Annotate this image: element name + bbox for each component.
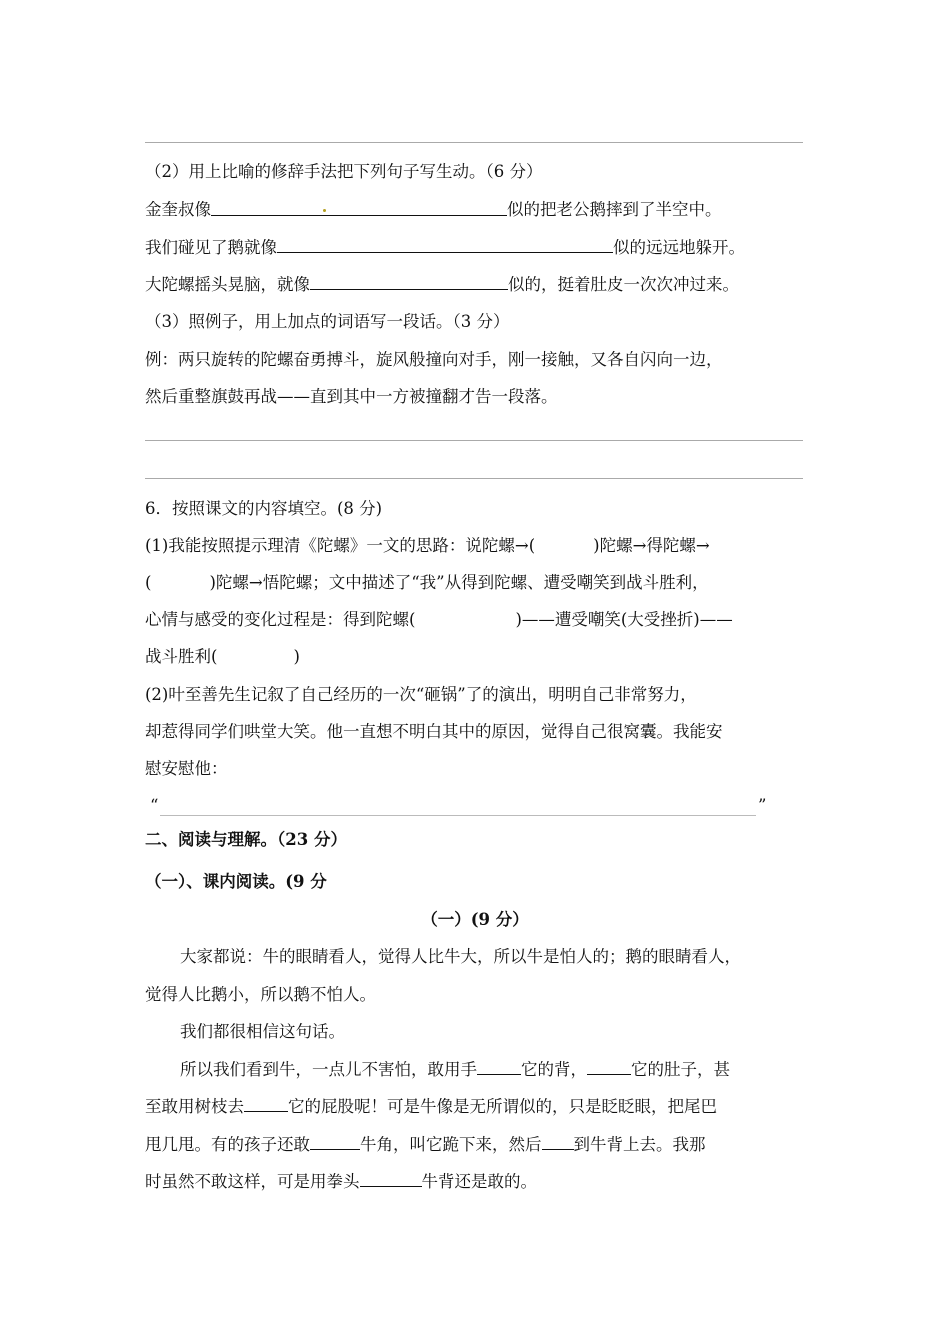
passage-line: 觉得人比鹅小，所以鹅不怕人。 — [145, 985, 376, 1004]
dot-mark-icon — [323, 209, 326, 212]
subsection-heading: （一）、课内阅读。(9 分 — [145, 872, 327, 891]
passage-title: （一）(9 分） — [421, 910, 529, 929]
simile-sentence-3: 大陀螺摇头晃脑，就像 似的，挺着肚皮一次次冲过来。 — [145, 275, 739, 294]
q6-p2-line-1: (2)叶至善先生记叙了自己经历的一次“砸锅”了的演出，明明自己非常努力， — [145, 685, 697, 704]
answer-line[interactable] — [145, 478, 803, 479]
passage-line: 时虽然不敢这样，可是用拳头 牛背还是敢的。 — [145, 1172, 537, 1191]
q6-p2-line-3: 慰安慰他： — [145, 759, 228, 778]
example-line-1: 例：两只旋转的陀螺奋勇搏斗，旋风般撞向对手，刚一接触，又各自闪向一边， — [145, 350, 723, 369]
passage-line: 至敢用树枝去 它的屁股呢！可是牛像是无所谓似的，只是眨眨眼，把尾巴 — [145, 1097, 717, 1116]
section-heading: 二、阅读与理解。（23 分） — [145, 830, 347, 849]
passage-line: 大家都说：牛的眼睛看人，觉得人比牛大，所以牛是怕人的；鹅的眼睛看人， — [180, 947, 741, 966]
answer-line — [145, 142, 803, 143]
q6-p2-line-2: 却惹得同学们哄堂大笑。他一直想不明白其中的原因，觉得自己很窝囊。我能安 — [145, 722, 723, 741]
q6-heading: 6．按照课文的内容填空。(8 分) — [145, 499, 383, 518]
fill-blank[interactable] — [477, 1058, 521, 1075]
answer-line[interactable] — [160, 815, 756, 816]
quote-close: ” — [758, 796, 767, 815]
passage-line: 所以我们看到牛，一点儿不害怕，敢用手 它的背， 它的肚子，甚 — [180, 1060, 730, 1079]
fill-blank[interactable] — [244, 1095, 288, 1112]
example-line-2: 然后重整旗鼓再战——直到其中一方被撞翻才告一段落。 — [145, 387, 558, 406]
quote-open: “ — [150, 796, 159, 815]
q5-3-heading: （3）照例子，用上加点的词语写一段话。（3 分） — [145, 312, 510, 331]
passage-line: 我们都很相信这句话。 — [180, 1022, 345, 1041]
fill-blank[interactable] — [277, 236, 613, 253]
simile-sentence-1: 金奎叔像 似的把老公鹅摔到了半空中。 — [145, 200, 722, 219]
q6-p1-line-1: (1)我能按照提示理清《陀螺》一文的思路：说陀螺→( )陀螺→得陀螺→ — [145, 536, 710, 555]
q6-p1-line-2: ( )陀螺→悟陀螺；文中描述了“我”从得到陀螺、遭受嘲笑到战斗胜利， — [145, 573, 709, 592]
q6-p1-line-3: 心情与感受的变化过程是：得到陀螺( )——遭受嘲笑(大受挫折)—— — [145, 610, 733, 629]
fill-blank[interactable] — [542, 1133, 574, 1150]
fill-blank[interactable] — [360, 1170, 422, 1187]
simile-sentence-2: 我们碰见了鹅就像 似的远远地躲开。 — [145, 238, 745, 257]
q6-p1-line-4: 战斗胜利( ) — [145, 647, 300, 666]
fill-blank[interactable] — [587, 1058, 631, 1075]
answer-line[interactable] — [145, 440, 803, 441]
fill-blank[interactable] — [310, 273, 508, 290]
fill-blank[interactable] — [310, 1133, 360, 1150]
passage-line: 甩几甩。有的孩子还敢 牛角，叫它跪下来，然后 到牛背上去。我那 — [145, 1135, 706, 1154]
q5-2-heading: （2）用上比喻的修辞手法把下列句子写生动。（6 分） — [145, 162, 543, 181]
fill-blank[interactable] — [211, 199, 507, 216]
